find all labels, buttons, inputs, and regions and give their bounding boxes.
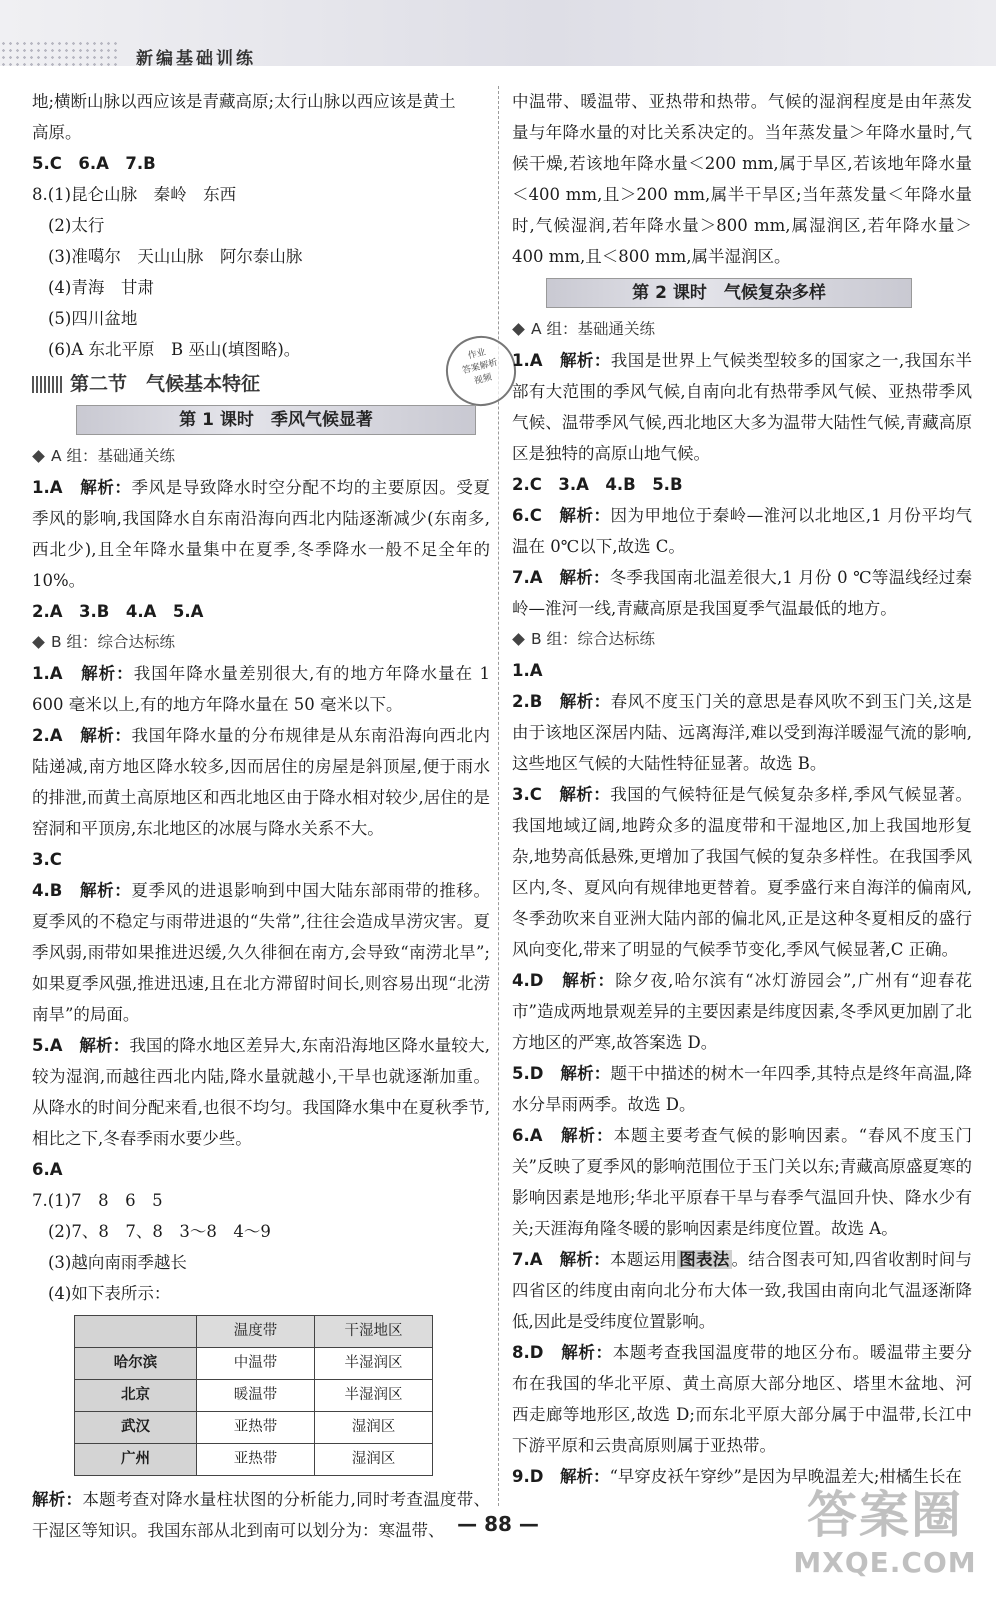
group-heading: B 组：综合达标练 bbox=[32, 627, 490, 658]
book-title: 新编基础训练 bbox=[136, 49, 256, 69]
table-row-header: 广州 bbox=[75, 1444, 197, 1476]
table-header-cell bbox=[75, 1316, 197, 1348]
table-cell: 湿润区 bbox=[315, 1412, 433, 1444]
answer-line: 3.C bbox=[32, 850, 62, 869]
answer-item: 7.A 解析：冬季我国南北温差很大,1 月份 0 ℃等温线经过秦岭—淮河一线,青藏高原是我国夏季气温最低的地方。 bbox=[512, 568, 973, 618]
lesson-banner: 第 1 课时 季风气候显著 bbox=[76, 405, 476, 435]
table-cell: 亚热带 bbox=[197, 1412, 315, 1444]
climate-zone-table bbox=[74, 1315, 433, 1476]
table-cell: 亚热带 bbox=[197, 1444, 315, 1476]
page-number: — 88 — bbox=[457, 1512, 539, 1536]
answer-item: 9.D 解析：“早穿皮袄午穿纱”是因为早晚温差大;柑橘生长在 bbox=[512, 1467, 962, 1486]
answer-line: (2)7、8 7、8 3～8 4～9 bbox=[48, 1222, 271, 1241]
table-row bbox=[75, 1348, 433, 1380]
right-column bbox=[512, 86, 972, 1492]
answer-line: 1.A bbox=[512, 661, 543, 680]
continued-text: 中温带、暖温带、亚热带和热带。气候的湿润程度是由年蒸发量与年降水量的对比关系决定的。当年蒸发量＞年降水量时,气候干燥,若该地年降水量＜200 mm,属于旱区,若该地年降水量＜400 mm,且＞200 mm,属半干旱区;当年蒸发量＜年降水量时,气候湿润,若年降水量＞800 mm,属湿润区,若年降水量＞400 mm,且＜800 mm,属半湿润区。 bbox=[512, 92, 972, 266]
watermark-logo-text: 答案圈 bbox=[807, 1486, 963, 1544]
answer-item: 2.B 解析：春风不度玉门关的意思是春风吹不到玉门关,这是由于该地区深居内陆、远离海洋,难以受到海洋暖湿气流的影响,这些地区气候的大陆性特征显著。故选 B。 bbox=[512, 692, 973, 773]
answer-line: (4)如下表所示： bbox=[48, 1284, 171, 1303]
section-title: 第二节 气候基本特征 bbox=[32, 367, 490, 401]
table-header-cell: 温度带 bbox=[197, 1316, 315, 1348]
header-band bbox=[0, 0, 996, 69]
answer-line: 2.A 3.B 4.A 5.A bbox=[32, 602, 204, 621]
site-watermark bbox=[790, 1484, 980, 1594]
answer-line: (3)越向南雨季越长 bbox=[48, 1253, 187, 1272]
answer-item: 5.A 解析：我国的降水地区差异大,东南沿海地区降水量较大,较为湿润,而越往西北内陆,降水量就越小,干旱也就逐渐加重。从降水的时间分配来看,也很不均匀。我国降水集中在夏秋季节,相比之下,冬春季雨水要少些。 bbox=[32, 1036, 491, 1148]
stripes-icon bbox=[32, 376, 62, 393]
answer-item: 4.B 解析：夏季风的进退影响到中国大陆东部雨带的推移。夏季风的不稳定与雨带进退的“失常”,往往会造成旱涝灾害。夏季风弱,雨带如果推进迟缓,久久徘徊在南方,会导致“南涝北旱”;如果夏季风强,推进迅速,且在北方滞留时间长,则容易出现“北涝南旱”的局面。 bbox=[32, 881, 491, 1024]
answer-line: (2)太行 bbox=[48, 216, 105, 235]
table-row bbox=[75, 1380, 433, 1412]
video-answer-stamp[interactable]: 作业 答案解析 视频 bbox=[439, 329, 524, 414]
diamond-icon bbox=[32, 636, 45, 649]
watermark-domain: MXQE.COM bbox=[793, 1546, 977, 1579]
table-cell: 半湿润区 bbox=[315, 1380, 433, 1412]
group-heading: A 组：基础通关练 bbox=[512, 314, 972, 345]
answer-item: 7.A 解析：本题运用 图表法 。结合图表可知,四省收割时间与四省区的纬度由南向北分布大体一致,我国由南向北气温逐渐降低,因此是受纬度位置影响。 bbox=[512, 1250, 972, 1331]
answer-line: (6)A 东北平原 B 巫山(填图略)。 bbox=[48, 340, 301, 359]
column-divider bbox=[498, 86, 499, 1506]
answer-line: (3)准噶尔 天山山脉 阿尔泰山脉 bbox=[48, 247, 303, 266]
table-row-header: 北京 bbox=[75, 1380, 197, 1412]
answer-item: 1.A 解析：我国年降水量差别很大,有的地方年降水量在 1 600 毫米以上,有的地方年降水量在 50 毫米以下。 bbox=[32, 664, 491, 714]
answer-item: 4.D 解析：除夕夜,哈尔滨有“冰灯游园会”,广州有“迎春花市”造成两地景观差异的主要因素是纬度因素,冬季风更加剧了北方地区的严寒,故答案选 D。 bbox=[512, 971, 973, 1052]
diamond-icon bbox=[32, 450, 45, 463]
answer-line: (4)青海 甘肃 bbox=[48, 278, 154, 297]
answer-item: 5.D 解析：题干中描述的树木一年四季,其特点是终年高温,降水分旱雨两季。故选 D。 bbox=[512, 1064, 973, 1114]
answer-item: 8.D 解析：本题考查我国温度带的地区分布。暖温带主要分布在我国的华北平原、黄土高原大部分地区、塔里木盆地、河西走廊等地形区,故选 D;而东北平原大部分属于中温带,长江中下游平原和云贵高原则属于亚热带。 bbox=[512, 1343, 973, 1455]
answer-item: 解析：本题考查对降水量柱状图的分析能力,同时考查温度带、干湿区等知识。我国东部从北到南可以划分为：寒温带、 bbox=[32, 1490, 491, 1540]
answer-line: 7.(1)7 8 6 5 bbox=[32, 1191, 163, 1210]
answer-item: 1.A 解析：我国是世界上气候类型较多的国家之一,我国东半部有大范围的季风气候,自南向北有热带季风气候、亚热带季风气候、温带季风气候,西北地区大多为温带大陆性气候,青藏高原区是独特的高原山地气候。 bbox=[512, 351, 973, 463]
answer-item: 6.C 解析：因为甲地位于秦岭—淮河以北地区,1 月份平均气温在 0℃以下,故选 C。 bbox=[512, 506, 973, 556]
table-header-cell: 干湿地区 bbox=[315, 1316, 433, 1348]
table-row bbox=[75, 1444, 433, 1476]
group-heading: B 组：综合达标练 bbox=[512, 624, 972, 655]
table-cell: 湿润区 bbox=[315, 1444, 433, 1476]
table-row-header: 武汉 bbox=[75, 1412, 197, 1444]
table-row bbox=[75, 1412, 433, 1444]
answer-line: 5.C 6.A 7.B bbox=[32, 154, 156, 173]
answer-item: 3.C 解析：我国的气候特征是气候复杂多样,季风气候显著。我国地域辽阔,地跨众多的温度带和干湿地区,加上我国地形复杂,地势高低悬殊,更增加了我国气候的复杂多样性。在我国季风区内,冬、夏风向有规律地更替着。夏季盛行来自海洋的偏南风,冬季劲吹来自亚洲大陆内部的偏北风,正是这种冬夏相反的盛行风向变化,带来了明显的气候季节变化,季风气候显著,C 正确。 bbox=[512, 785, 973, 959]
answer-item: 1.A 解析：季风是导致降水时空分配不均的主要原因。受夏季风的影响,我国降水自东南沿海向西北内陆逐渐减少(东南多,西北少),且全年降水量集中在夏季,冬季降水一般不足全年的 10%。 bbox=[32, 478, 491, 590]
answer-line: 6.A bbox=[32, 1160, 63, 1179]
header-dot-pattern bbox=[0, 40, 120, 66]
table-row-header: 哈尔滨 bbox=[75, 1348, 197, 1380]
table-cell: 半湿润区 bbox=[315, 1348, 433, 1380]
diamond-icon bbox=[512, 323, 525, 336]
answer-item: 6.A 解析：本题主要考查气候的影响因素。“春风不度玉门关”反映了夏季风的影响范围位于玉门关以东;青藏高原盛夏寒的影响因素是地形;华北平原春干旱与春季气温回升快、降水少有关;天涯海角隆冬暖的影响因素是纬度位置。故选 A。 bbox=[512, 1126, 973, 1238]
group-heading: A 组：基础通关练 bbox=[32, 441, 490, 472]
method-highlight: 图表法 bbox=[679, 1250, 730, 1269]
answer-line: (5)四川盆地 bbox=[48, 309, 138, 328]
table-cell: 中温带 bbox=[197, 1348, 315, 1380]
table-cell: 暖温带 bbox=[197, 1380, 315, 1412]
diamond-icon bbox=[512, 633, 525, 646]
answer-line: 8.(1)昆仑山脉 秦岭 东西 bbox=[32, 185, 237, 204]
intro-line: 高原。 bbox=[32, 123, 82, 142]
lesson-banner: 第 2 课时 气候复杂多样 bbox=[546, 278, 912, 308]
left-column bbox=[32, 86, 490, 1546]
answer-line: 2.C 3.A 4.B 5.B bbox=[512, 475, 683, 494]
answer-item: 2.A 解析：我国年降水量的分布规律是从东南沿海向西北内陆递减,南方地区降水较多,因而居住的房屋是斜顶屋,便于雨水的排泄,而黄土高原地区和西北地区由于降水相对较少,居住的是窑洞和平顶房,东北地区的冰展与降水关系不大。 bbox=[32, 726, 491, 838]
table-header-row bbox=[75, 1316, 433, 1348]
intro-line: 地;横断山脉以西应该是青藏高原;太行山脉以西应该是黄土 bbox=[32, 92, 456, 111]
